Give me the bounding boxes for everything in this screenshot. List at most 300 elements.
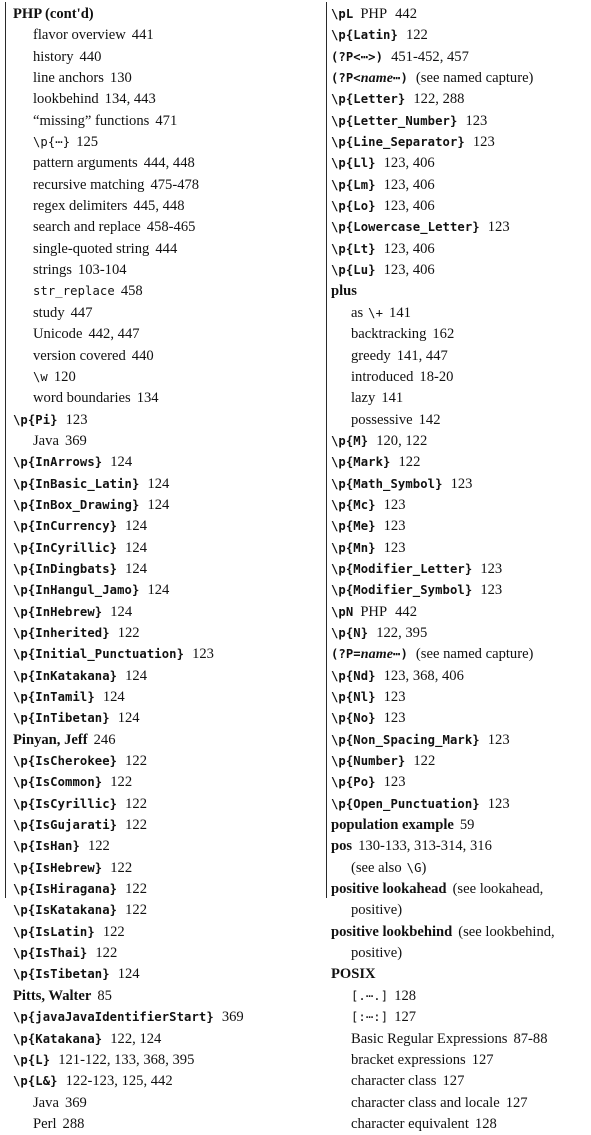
page-refs: 124 [147, 496, 170, 513]
index-entry [331, 153, 589, 174]
entry-term: pos [331, 838, 353, 855]
entry-code: \p{InHangul_Jamo} [13, 583, 140, 598]
entry-code: \p{InKatakana} [13, 668, 118, 683]
page-refs: 127 [442, 1073, 465, 1090]
page-refs: 123 [465, 112, 488, 129]
page-refs: 123, 406 [383, 155, 435, 172]
entry-code [331, 647, 408, 661]
page-refs: 85 [97, 987, 112, 1004]
index-entry [331, 644, 589, 665]
index-entry [13, 516, 321, 537]
entry-term: PHP (cont'd) [13, 6, 94, 22]
entry-code: \p{IsHiragana} [13, 882, 118, 897]
index-entry [331, 922, 589, 943]
page-refs: 122-123, 125, 442 [65, 1073, 173, 1090]
entry-code: \p{InCyrillic} [13, 540, 118, 555]
index-entry [331, 260, 589, 281]
page-refs: 122 [87, 838, 110, 855]
subentry-term: single-quoted string [33, 240, 150, 257]
index-entry [13, 922, 321, 943]
page-refs: 59 [459, 817, 475, 834]
index-entry [331, 281, 589, 302]
page-refs: 122 [110, 774, 133, 791]
index-entry [331, 836, 589, 857]
index-entry [331, 602, 589, 623]
subentry-term: character class [351, 1073, 437, 1090]
entry-code: \p{Number} [331, 754, 406, 769]
entry-code: \p{InBox_Drawing} [13, 497, 140, 512]
entry-code: \p{L} [13, 1052, 51, 1067]
entry-code: \pN [331, 604, 354, 619]
page-refs: 124 [147, 475, 170, 492]
index-entry [13, 623, 321, 644]
entry-code: \p{InTamil} [13, 690, 95, 704]
entry-code: \p{Non_Spacing_Mark} [331, 732, 480, 747]
subentry-term: possessive [351, 411, 413, 428]
subentry-term: introduced [351, 368, 414, 385]
index-entry-continuation [331, 943, 589, 964]
index-entry [331, 538, 589, 559]
page-refs: 123 [383, 518, 406, 535]
index-entry [331, 452, 589, 473]
page-refs: 123 [450, 475, 473, 492]
page-refs: 123, 406 [383, 176, 435, 193]
index-entry [331, 986, 589, 1007]
subentry-term: history [33, 48, 74, 65]
page-refs: 87-88 [513, 1030, 548, 1047]
page-refs: 442, 447 [88, 326, 140, 343]
entry-code: \p{Nl} [331, 690, 376, 704]
page-refs: 128 [474, 1115, 497, 1132]
entry-code: \p{Mark} [331, 455, 391, 470]
page-refs: 458 [120, 283, 143, 300]
code-part: (?P< [331, 71, 361, 86]
page-refs: 122 [125, 753, 148, 770]
page-refs: 288 [62, 1115, 85, 1132]
subentry-code: \+ [368, 305, 384, 320]
index-entry [13, 879, 321, 900]
code-placeholder: name [360, 647, 394, 663]
index-entry [331, 4, 589, 25]
index-entry [13, 111, 321, 132]
page-refs: 122 [95, 945, 118, 962]
page-refs: 123 [65, 411, 88, 428]
index-entry-continuation [331, 900, 589, 921]
page-refs: 123, 406 [383, 240, 435, 257]
index-entry [13, 772, 321, 793]
index-entry [13, 153, 321, 174]
index-entry [331, 580, 589, 601]
entry-code: \p{InArrows} [13, 455, 103, 470]
page-refs: 130 [109, 70, 132, 87]
index-entry [13, 431, 321, 452]
entry-code: \p{Letter} [331, 92, 406, 107]
entry-code: \p{Lo} [331, 199, 376, 214]
index-entry [13, 644, 321, 665]
code-placeholder: name [360, 71, 394, 87]
entry-code: \p{Mn} [331, 540, 376, 555]
index-entry [331, 964, 589, 985]
entry-code: \p{Me} [331, 519, 376, 534]
index-entry [13, 495, 321, 516]
index-entry [331, 346, 589, 367]
index-entry [13, 538, 321, 559]
index-entry [13, 25, 321, 46]
page-refs: 246 [93, 731, 116, 748]
entry-code: \p{IsHan} [13, 839, 80, 854]
index-entry [331, 772, 589, 793]
subentry-term: backtracking [351, 326, 427, 343]
index-entry [331, 858, 589, 879]
page-refs: 123 [383, 710, 406, 727]
index-entry [13, 410, 321, 431]
see-also-text: (see also [351, 859, 402, 876]
index-entry [13, 794, 321, 815]
page-refs: 122 [398, 454, 421, 471]
subentry-code: [:⋯:] [351, 1010, 389, 1025]
index-entry [13, 281, 321, 302]
page-refs: 451-452, 457 [391, 48, 469, 65]
subentry-term: word boundaries [33, 390, 131, 407]
see-reference: (see named capture) [415, 646, 534, 663]
index-entry [331, 666, 589, 687]
page-refs: 124 [147, 582, 170, 599]
page-refs: 124 [125, 560, 148, 577]
entry-code: \p{InHebrew} [13, 604, 103, 619]
page-refs: 123, 406 [383, 198, 435, 215]
page-refs: 122 [125, 902, 148, 919]
index-entry [331, 474, 589, 495]
page-refs: 124 [110, 603, 133, 620]
index-entry [13, 836, 321, 857]
index-entry [331, 132, 589, 153]
entry-code: \p{IsCyrillic} [13, 796, 118, 811]
page-refs: 18-20 [419, 368, 454, 385]
entry-code: \p{Lt} [331, 241, 376, 256]
index-entry [13, 4, 321, 25]
index-entry [13, 346, 321, 367]
subentry-term: character class and locale [351, 1094, 500, 1111]
index-entry [331, 68, 589, 89]
entry-code: \p{IsHebrew} [13, 860, 103, 875]
entry-code: \p{Line_Separator} [331, 135, 465, 150]
index-entry [13, 559, 321, 580]
index-entry [13, 196, 321, 217]
index-entry [331, 410, 589, 431]
entry-code: \p{Inherited} [13, 625, 110, 640]
entry-code: \p{Mc} [331, 497, 376, 512]
entry-code: \p{IsTibetan} [13, 967, 110, 982]
entry-term: Pinyan, Jeff [13, 731, 88, 748]
index-entry [331, 324, 589, 345]
index-entry [331, 25, 589, 46]
page-refs: 440 [131, 347, 154, 364]
subentry-term: as [351, 304, 364, 321]
entry-term: population example [331, 817, 454, 834]
subentry-term: Basic Regular Expressions [351, 1030, 508, 1047]
entry-code: \pL [331, 7, 354, 21]
entry-code: \p{Katakana} [13, 1031, 103, 1046]
page-refs: 124 [117, 710, 140, 727]
entry-code: \p{Lm} [331, 177, 376, 192]
page-refs: 127 [505, 1094, 528, 1111]
page-refs: 123, 368, 406 [383, 667, 464, 684]
code-part: (?P= [331, 647, 361, 662]
subentry-term: lookbehind [33, 91, 99, 108]
page-refs: 122, 395 [376, 624, 428, 641]
page-refs: 141 [381, 390, 404, 407]
entry-code: \p{Modifier_Letter} [331, 561, 473, 576]
page-refs: 127 [471, 1051, 494, 1068]
entry-qualifier: PHP [360, 6, 388, 22]
subentry-term: regex delimiters [33, 198, 128, 215]
page-refs: 123 [383, 496, 406, 513]
entry-term: positive lookahead [331, 881, 447, 898]
page-refs: 134 [136, 390, 159, 407]
see-reference: (see lookbehind, [458, 923, 555, 940]
page-refs: 141 [389, 304, 411, 321]
index-entry [331, 239, 589, 260]
page-refs: 123 [383, 539, 406, 556]
index-entry [13, 708, 321, 729]
see-reference-cont: positive) [351, 902, 403, 919]
entry-code: \p{Letter_Number} [331, 113, 458, 128]
page-refs: 124 [117, 966, 140, 983]
entry-qualifier: PHP [360, 603, 388, 620]
entry-code: \p{Pi} [13, 412, 58, 427]
subentry-code: \p{⋯} [33, 135, 71, 150]
index-entry [331, 730, 589, 751]
page-refs: 122, 288 [413, 91, 465, 108]
subentry-term: version covered [33, 347, 126, 364]
subentry-code: str_replace [33, 284, 115, 299]
entry-code: \p{Latin} [331, 28, 398, 43]
page-refs: 445, 448 [133, 198, 185, 215]
index-entry [331, 217, 589, 238]
subentry-term: bracket expressions [351, 1051, 466, 1068]
see-also-code: \G [406, 860, 422, 875]
index-entry [13, 132, 321, 153]
index-entry [13, 217, 321, 238]
page-refs: 125 [76, 134, 99, 151]
index-entry [331, 1029, 589, 1050]
index-entry [13, 68, 321, 89]
page-refs: 123 [487, 795, 510, 812]
page-refs: 127 [394, 1009, 417, 1026]
index-entry [331, 175, 589, 196]
index-entry [13, 943, 321, 964]
page-refs: 123 [383, 774, 406, 791]
index-entry [331, 1050, 589, 1071]
page-refs: 444 [155, 240, 178, 257]
index-entry [331, 815, 589, 836]
subentry-term: greedy [351, 347, 391, 364]
index-entry [13, 751, 321, 772]
page-refs: 103-104 [77, 262, 127, 279]
index-entry [331, 559, 589, 580]
index-entry [331, 516, 589, 537]
entry-term: positive lookbehind [331, 923, 453, 940]
page-refs: 123 [480, 582, 503, 599]
index-entry [13, 1114, 321, 1135]
page-refs: 442 [395, 6, 417, 22]
subentry-term: search and replace [33, 219, 141, 236]
index-entry [13, 175, 321, 196]
page-refs: 123 [487, 219, 510, 236]
page-refs: 369 [64, 432, 87, 449]
page-refs: 447 [70, 304, 93, 321]
entry-code: \p{Lowercase_Letter} [331, 220, 480, 235]
subentry-term: “missing” functions [33, 112, 150, 129]
entry-code [331, 71, 408, 85]
page-refs: 122 [102, 923, 125, 940]
page-refs: 130-133, 313-314, 316 [358, 838, 492, 855]
index-entry [331, 708, 589, 729]
index-entry [331, 388, 589, 409]
index-entry [331, 47, 589, 68]
page-refs: 123 [472, 134, 495, 151]
page-refs: 122 [413, 753, 436, 770]
entry-term: POSIX [331, 966, 376, 983]
index-entry [331, 751, 589, 772]
index-entry [13, 452, 321, 473]
subentry-term: pattern arguments [33, 155, 138, 172]
column-divider-rule [326, 2, 327, 898]
page-refs: 123, 406 [383, 262, 435, 279]
subentry-term: character equivalent [351, 1115, 469, 1132]
index-entry [13, 1071, 321, 1092]
index-entry [13, 964, 321, 985]
index-entry [331, 623, 589, 644]
page-refs: 444, 448 [143, 155, 195, 172]
page-refs: 440 [79, 48, 102, 65]
page-refs: 123 [192, 646, 214, 663]
index-entry [331, 1007, 589, 1028]
entry-code: \p{InBasic_Latin} [13, 476, 140, 491]
entry-term: plus [331, 283, 357, 300]
index-entry [13, 1029, 321, 1050]
code-part: ⋯) [393, 647, 408, 662]
subentry-term: study [33, 304, 65, 321]
index-entry [13, 602, 321, 623]
index-entry [331, 111, 589, 132]
page-refs: 122 [110, 859, 133, 876]
index-entry [13, 260, 321, 281]
index-entry [13, 239, 321, 260]
index-entry [331, 196, 589, 217]
entry-code: \p{Open_Punctuation} [331, 796, 480, 811]
page-refs: 122 [125, 881, 148, 898]
page-refs: 124 [125, 518, 148, 535]
entry-code: \p{IsThai} [13, 946, 88, 961]
page-refs: 121-122, 133, 368, 395 [58, 1051, 195, 1068]
page-refs: 124 [125, 667, 148, 684]
entry-code: \p{Lu} [331, 263, 376, 278]
index-entry [13, 580, 321, 601]
index-entry [13, 815, 321, 836]
index-entry [13, 388, 321, 409]
index-entry [13, 900, 321, 921]
subentry-term: Java [33, 432, 59, 449]
entry-code: \p{Modifier_Symbol} [331, 583, 473, 598]
index-entry [331, 794, 589, 815]
page-refs: 124 [102, 689, 125, 705]
page-refs: 442 [395, 603, 417, 620]
index-entry [331, 89, 589, 110]
left-column-rule [5, 2, 6, 898]
index-entry [13, 89, 321, 110]
page-refs: 369 [64, 1094, 87, 1111]
page-refs: 123 [487, 731, 510, 748]
index-entry [13, 47, 321, 68]
subentry-code: [.⋯.] [351, 988, 389, 1003]
subentry-term: Java [33, 1094, 59, 1111]
index-column-1 [13, 4, 321, 1135]
entry-code: \p{InTibetan} [13, 711, 110, 726]
page-refs: 122 [117, 624, 140, 641]
index-entry [13, 858, 321, 879]
page-refs: 134, 443 [104, 91, 156, 108]
entry-code: \p{Po} [331, 775, 376, 790]
entry-code: \p{IsCommon} [13, 775, 103, 790]
see-also-close: ) [421, 859, 427, 876]
page-refs: 162 [432, 326, 455, 343]
entry-code: \p{IsGujarati} [13, 818, 118, 833]
index-entry [13, 687, 321, 708]
index-entry [331, 367, 589, 388]
page-refs: 441 [131, 27, 154, 44]
entry-term: Pitts, Walter [13, 987, 92, 1004]
page-refs: 475-478 [150, 176, 200, 193]
index-entry [13, 1050, 321, 1071]
see-reference: (see named capture) [415, 70, 534, 87]
entry-code: \p{N} [331, 625, 369, 640]
entry-code: (?P<⋯>) [331, 49, 384, 64]
entry-code: \p{Math_Symbol} [331, 476, 443, 491]
entry-code: \p{IsCherokee} [13, 754, 118, 769]
page-refs: 471 [155, 112, 178, 129]
see-reference-cont: positive) [351, 945, 403, 962]
index-entry [331, 1093, 589, 1114]
index-entry [13, 730, 321, 751]
page-refs: 124 [110, 454, 133, 471]
page-refs: 122, 124 [110, 1030, 162, 1047]
index-column-2 [331, 4, 589, 1135]
index-entry [13, 666, 321, 687]
page-refs: 142 [418, 411, 441, 428]
index-entry [331, 431, 589, 452]
page-refs: 120 [53, 368, 76, 385]
subentry-term: Perl [33, 1115, 57, 1132]
page-refs: 124 [125, 539, 148, 556]
index-entry [331, 1114, 589, 1135]
entry-code: \p{L&} [13, 1074, 58, 1089]
entry-code: \p{Nd} [331, 668, 376, 683]
entry-code: \p{Initial_Punctuation} [13, 647, 185, 662]
page-refs: 123 [480, 560, 503, 577]
page-refs: 122 [125, 817, 148, 834]
index-entry [331, 1071, 589, 1092]
index-entry [13, 367, 321, 388]
page-refs: 123 [383, 689, 406, 705]
entry-code: \p{Ll} [331, 156, 376, 171]
page-refs: 122 [405, 27, 428, 44]
page-refs: 122 [125, 795, 148, 812]
subentry-term: Unicode [33, 326, 83, 343]
subentry-code: \w [33, 369, 48, 384]
page-refs: 120, 122 [376, 432, 428, 449]
page-refs: 458-465 [146, 219, 196, 236]
